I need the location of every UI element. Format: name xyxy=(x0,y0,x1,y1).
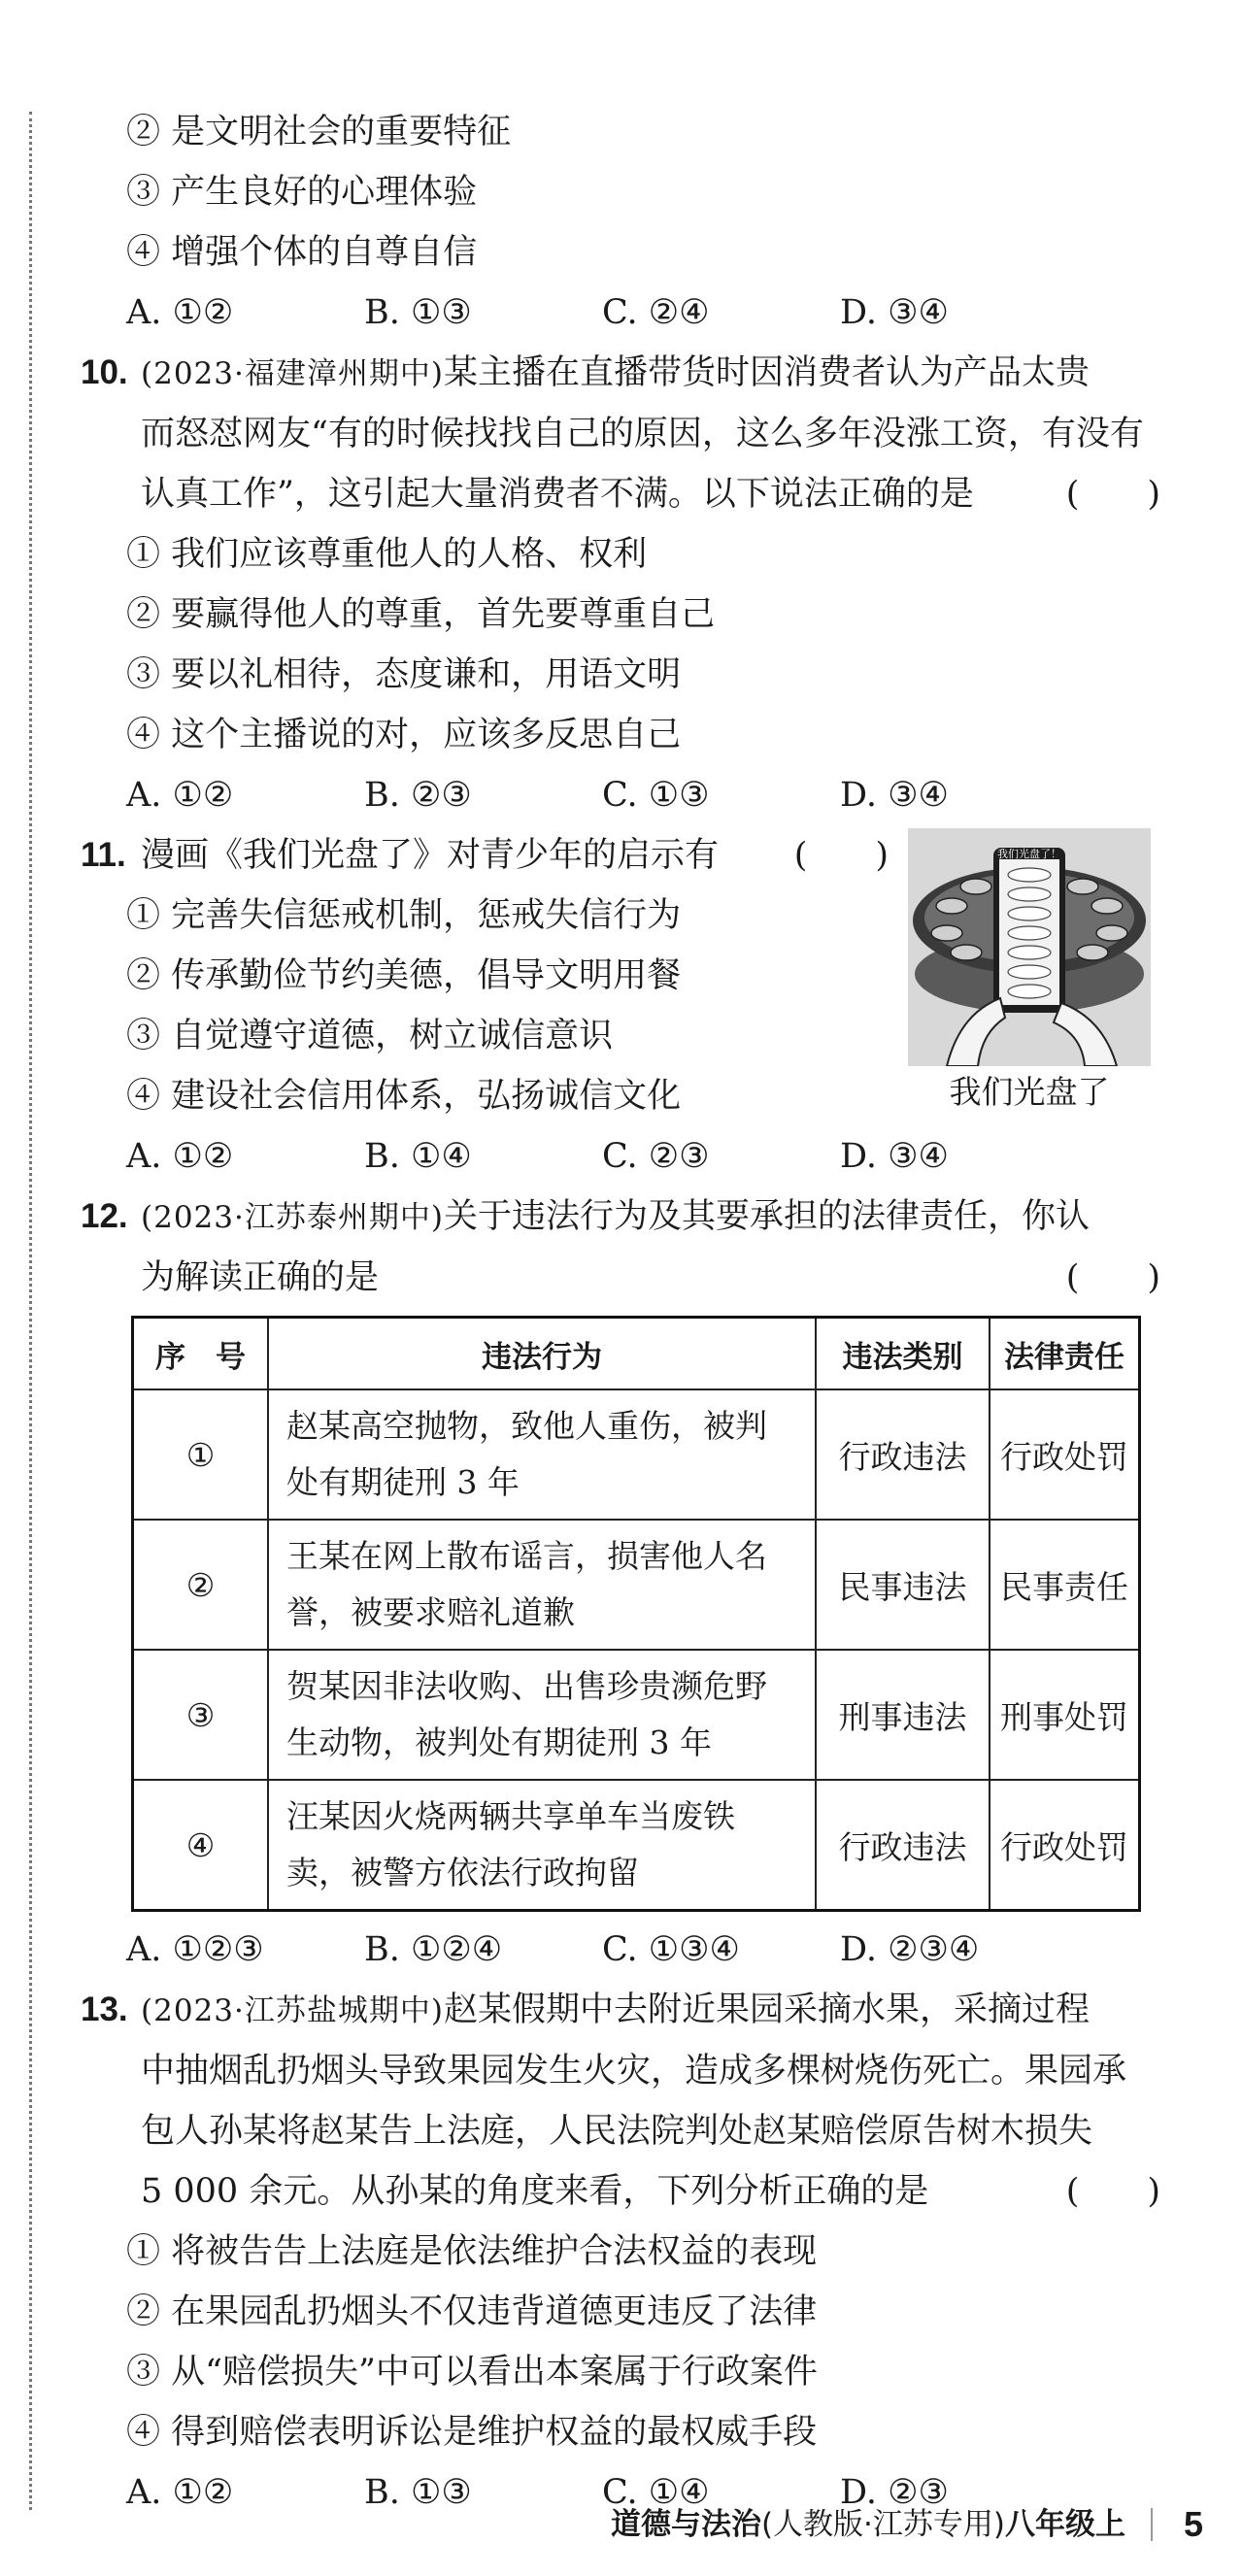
q9-option-4: ④ 增强个体的自尊自信 xyxy=(126,233,478,272)
q13-line4: 5 000 余元。从孙某的角度来看，下列分析正确的是 xyxy=(141,2172,929,2211)
q13-choice-b[interactable]: B. ①③ xyxy=(364,2473,472,2512)
q9-choice-c[interactable]: C. ②④ xyxy=(602,293,710,332)
q12-choice-d[interactable]: D. ②③④ xyxy=(840,1930,980,1969)
q13-option-1: ① 将被告告上法庭是依法维护合法权益的表现 xyxy=(126,2232,818,2271)
q10-choice-a[interactable]: A. ①② xyxy=(126,776,234,815)
q11-option-2: ② 传承勤俭节约美德，倡导文明用餐 xyxy=(126,956,682,995)
row-number: ① xyxy=(133,1389,269,1520)
q10-line3: 认真工作”，这引起大量消费者不满。以下说法正确的是 xyxy=(141,475,974,514)
row-act: 王某在网上散布谣言，损害他人名誉，被要求赔礼道歉 xyxy=(268,1520,816,1650)
cartoon-image xyxy=(908,828,1151,1066)
q10-option-1: ① 我们应该尊重他人的人格、权利 xyxy=(126,535,648,574)
q13-line2: 中抽烟乱扔烟头导致果园发生火灾，造成多棵树烧伤死亡。果园承 xyxy=(141,2052,1127,2091)
row-number: ④ xyxy=(133,1780,269,1911)
q10-option-2: ② 要赢得他人的尊重，首先要尊重自己 xyxy=(126,595,716,634)
q11-option-3: ③ 自觉遵守道德，树立诚信意识 xyxy=(126,1017,614,1055)
q12-line2: 为解读正确的是 xyxy=(141,1258,380,1297)
q13-line1: 赵某假期中去附近果园采摘水果，采摘过程 xyxy=(443,1991,1090,2029)
q12-choice-b[interactable]: B. ①②④ xyxy=(364,1930,503,1969)
q12-choice-c[interactable]: C. ①③④ xyxy=(602,1930,740,1969)
row-liability: 行政处罚 xyxy=(990,1780,1140,1911)
col-type: 违法类别 xyxy=(816,1318,990,1390)
col-number: 序 号 xyxy=(133,1318,269,1390)
cartoon-phone-text: 我们光盘了！ xyxy=(997,848,1061,860)
row-number: ③ xyxy=(133,1650,269,1780)
q10-source: (2023·福建漳州期中) xyxy=(141,356,444,391)
row-number: ② xyxy=(133,1520,269,1650)
q12-answer-paren[interactable]: ( ) xyxy=(1065,1258,1160,1297)
q9-choice-a[interactable]: A. ①② xyxy=(126,293,234,332)
row-type: 民事违法 xyxy=(816,1520,990,1650)
q9-option-2: ② 是文明社会的重要特征 xyxy=(126,113,512,151)
row-type: 行政违法 xyxy=(816,1389,990,1520)
row-liability: 民事责任 xyxy=(990,1520,1140,1650)
q12-source: (2023·江苏泰州期中) xyxy=(141,1200,444,1235)
q9-option-3: ③ 产生良好的心理体验 xyxy=(126,173,478,212)
q11-text: 漫画《我们光盘了》对青少年的启示有 xyxy=(141,836,720,875)
q11-choice-a[interactable]: A. ①② xyxy=(126,1137,234,1176)
q10-choice-c[interactable]: C. ①③ xyxy=(602,776,710,815)
row-liability: 刑事处罚 xyxy=(990,1650,1140,1780)
q11-option-4: ④ 建设社会信用体系，弘扬诚信文化 xyxy=(126,1077,682,1116)
question-11 xyxy=(83,825,1160,1187)
row-act: 赵某高空抛物，致他人重伤，被判处有期徒刑 3 年 xyxy=(268,1389,816,1520)
law-table-header xyxy=(133,1318,1140,1390)
page-number: 5 xyxy=(1183,2504,1203,2544)
q12-choices xyxy=(83,1920,1160,1980)
q12-stem xyxy=(83,1187,1160,1308)
q13-option-3: ③ 从“赔偿损失”中可以看出本案属于行政案件 xyxy=(126,2353,818,2392)
q13-option-4: ④ 得到赔偿表明诉讼是维护权益的最权威手段 xyxy=(126,2413,818,2452)
q13-choice-d[interactable]: D. ②③ xyxy=(840,2473,949,2512)
book-edition: (人教版·江苏专用) xyxy=(760,2507,1005,2542)
q9-choices xyxy=(83,283,1160,343)
table-row xyxy=(133,1389,1140,1520)
q12-line1: 关于违法行为及其要承担的法律责任，你认 xyxy=(443,1197,1090,1236)
q10-option-3: ③ 要以礼相待，态度谦和，用语文明 xyxy=(126,655,682,694)
row-act: 贺某因非法收购、出售珍贵濒危野生动物，被判处有期徒刑 3 年 xyxy=(268,1650,816,1780)
q11-choice-b[interactable]: B. ①④ xyxy=(364,1137,472,1176)
q12-choice-a[interactable]: A. ①②③ xyxy=(126,1930,264,1969)
q11-choices xyxy=(83,1126,1160,1187)
binding-margin-line xyxy=(29,112,32,2510)
col-liability: 法律责任 xyxy=(990,1318,1140,1390)
q13-stem xyxy=(83,1980,1160,2222)
cartoon-caption: 我们光盘了 xyxy=(949,1073,1110,1111)
q13-line3: 包人孙某将赵某告上法庭，人民法院判处赵某赔偿原告树木损失 xyxy=(141,2112,1093,2151)
q10-choice-d[interactable]: D. ③④ xyxy=(840,776,949,815)
q13-option-2: ② 在果园乱扔烟头不仅违背道德更违反了法律 xyxy=(126,2292,818,2331)
question-10 xyxy=(83,343,1160,825)
page-content xyxy=(83,102,1160,2523)
q11-answer-paren[interactable]: ( ) xyxy=(793,836,889,875)
col-act: 违法行为 xyxy=(268,1318,816,1390)
q11-choice-c[interactable]: C. ②③ xyxy=(602,1137,710,1176)
q11-choice-d[interactable]: D. ③④ xyxy=(840,1137,949,1176)
q10-stem xyxy=(83,343,1160,524)
row-type: 行政违法 xyxy=(816,1780,990,1911)
q13-choice-c[interactable]: C. ①④ xyxy=(602,2473,710,2512)
book-grade: 八年级上 xyxy=(1005,2507,1125,2542)
table-row xyxy=(133,1650,1140,1780)
q11-stem xyxy=(83,825,889,886)
page-footer xyxy=(0,2491,1242,2559)
q11-option-1: ① 完善失信惩戒机制，惩戒失信行为 xyxy=(126,896,682,935)
q10-line2: 而怒怼网友“有的时候找找自己的原因，这么多年没涨工资，有没有 xyxy=(141,415,1144,453)
q10-option-4: ④ 这个主播说的对，应该多反思自己 xyxy=(126,716,682,754)
footer-divider xyxy=(1151,2508,1153,2541)
table-row xyxy=(133,1780,1140,1911)
q11-number: 11. xyxy=(81,836,126,874)
q10-number: 10. xyxy=(81,353,128,391)
q13-source: (2023·江苏盐城期中) xyxy=(141,1993,444,2028)
question-13 xyxy=(83,1980,1160,2523)
q10-line1: 某主播在直播带货时因消费者认为产品太贵 xyxy=(443,353,1090,392)
q13-choice-a[interactable]: A. ①② xyxy=(126,2473,234,2512)
q12-number: 12. xyxy=(81,1197,128,1235)
row-type: 刑事违法 xyxy=(816,1650,990,1780)
q10-answer-paren[interactable]: ( ) xyxy=(1065,475,1160,514)
row-liability: 行政处罚 xyxy=(990,1389,1140,1520)
question-9-continued xyxy=(83,102,1160,343)
q13-answer-paren[interactable]: ( ) xyxy=(1065,2172,1160,2211)
law-table xyxy=(131,1316,1141,1912)
q9-choice-b[interactable]: B. ①③ xyxy=(364,293,472,332)
q13-number: 13. xyxy=(81,1991,128,2028)
book-subject: 道德与法治 xyxy=(610,2507,761,2542)
q10-choice-b[interactable]: B. ②③ xyxy=(364,776,472,815)
table-row xyxy=(133,1520,1140,1650)
question-12 xyxy=(83,1187,1160,1980)
q10-choices xyxy=(83,765,1160,825)
q9-choice-d[interactable]: D. ③④ xyxy=(840,293,949,332)
row-act: 汪某因火烧两辆共享单车当废铁卖，被警方依法行政拘留 xyxy=(268,1780,816,1911)
book-title xyxy=(611,2491,1125,2559)
